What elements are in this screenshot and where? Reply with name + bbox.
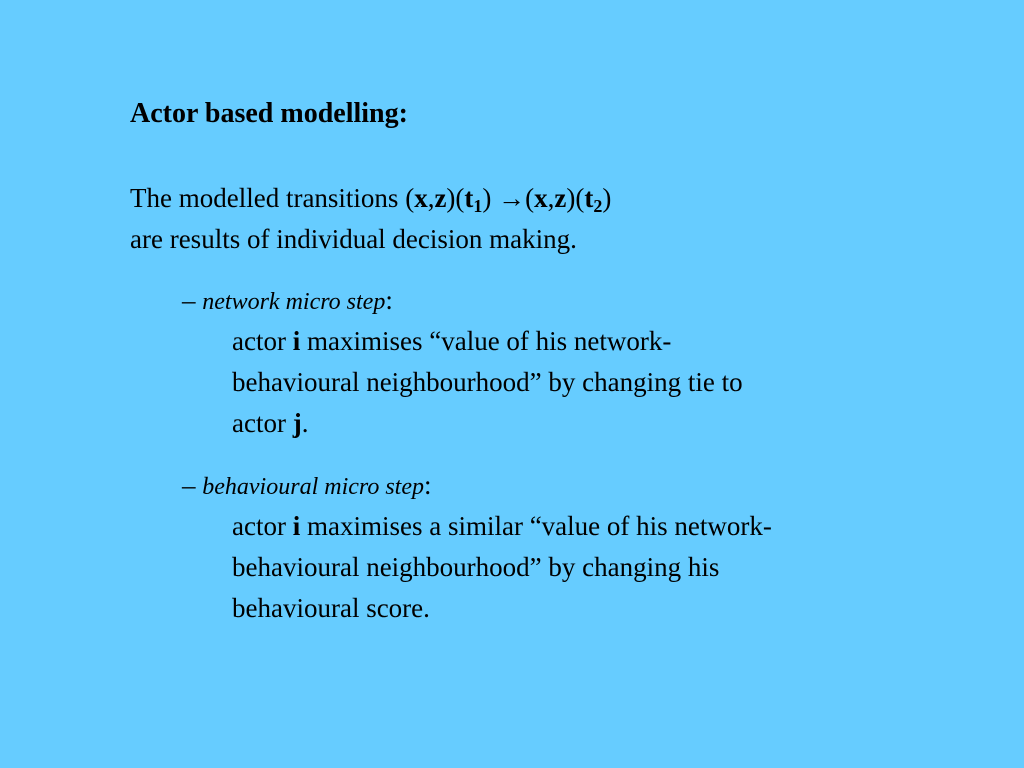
paren-2: )( <box>566 183 585 213</box>
comma-2: , <box>547 183 555 213</box>
network-step-heading <box>182 280 393 323</box>
text: maximises a similar “value of his network- <box>300 511 772 541</box>
intro-paragraph <box>130 178 611 260</box>
var-x-2: x <box>534 183 548 213</box>
network-step-line-3 <box>232 403 743 444</box>
actor-i: i <box>292 326 301 356</box>
behavioural-step-line-1 <box>232 506 772 547</box>
dash: – <box>182 470 203 500</box>
behavioural-step-line-3: behavioural score. <box>232 593 430 623</box>
colon: : <box>424 470 432 500</box>
subscript-2: 2 <box>593 196 603 216</box>
paren-close: ) <box>482 183 499 213</box>
behavioural-step-label: behavioural micro step <box>202 474 424 500</box>
subscript-1: 1 <box>473 196 483 216</box>
text: actor <box>232 408 293 438</box>
intro-text: The modelled transitions ( <box>130 183 415 213</box>
right-arrow-icon: → <box>498 183 526 213</box>
text: maximises “value of his network- <box>300 326 672 356</box>
text: . <box>301 408 309 438</box>
intro-line-2: are results of individual decision making. <box>130 224 577 254</box>
paren-close-2: ) <box>602 183 612 213</box>
slide-title: Actor based modelling: <box>130 98 408 129</box>
behavioural-step-heading <box>182 465 432 508</box>
paren-open: ( <box>525 183 535 213</box>
network-step-label: network micro step <box>202 289 386 315</box>
actor-j: j <box>292 408 302 438</box>
var-x: x <box>414 183 428 213</box>
actor-i: i <box>292 511 301 541</box>
intro-line-1 <box>130 178 611 219</box>
behavioural-step-line-2: behavioural neighbourhood” by changing his <box>232 552 720 582</box>
comma: , <box>427 183 435 213</box>
network-step-line-2: behavioural neighbourhood” by changing tie to <box>232 367 743 397</box>
text: actor <box>232 326 293 356</box>
behavioural-step-body <box>232 506 772 629</box>
paren: )( <box>446 183 465 213</box>
var-z-2: z <box>554 183 567 213</box>
colon: : <box>385 285 393 315</box>
var-z: z <box>434 183 447 213</box>
network-step-line-1 <box>232 321 743 362</box>
var-t-2: t <box>584 183 594 213</box>
text: actor <box>232 511 293 541</box>
network-step-body <box>232 321 743 444</box>
var-t: t <box>464 183 474 213</box>
dash: – <box>182 285 203 315</box>
